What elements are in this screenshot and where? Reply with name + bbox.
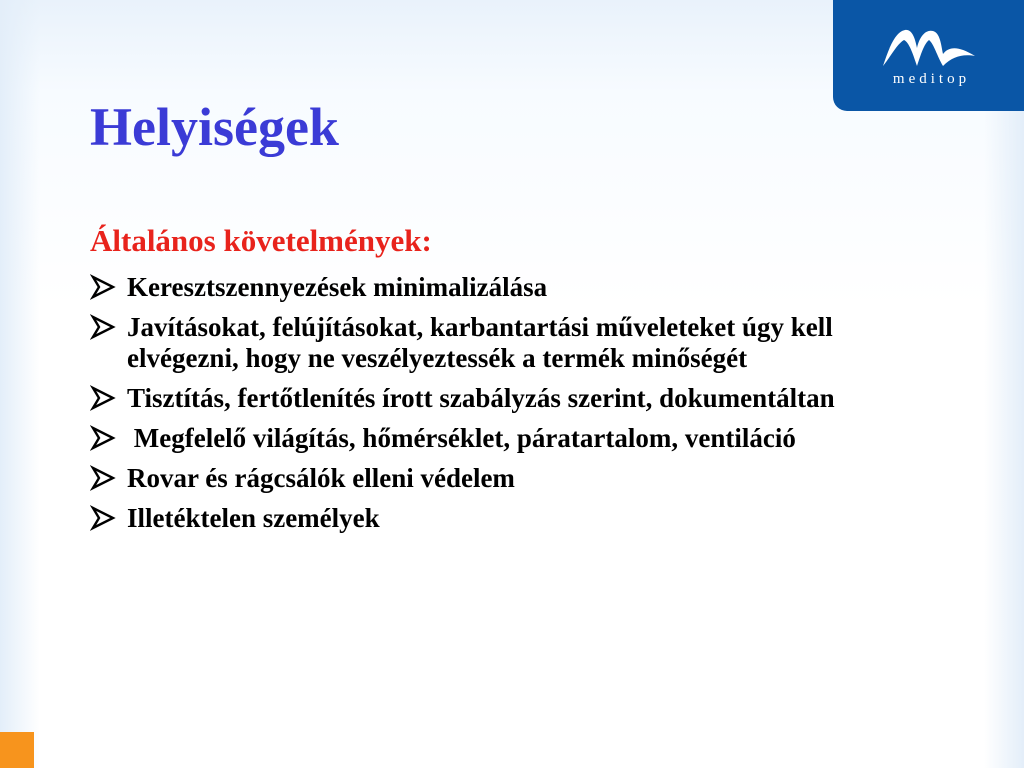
arrowhead-bullet-icon [90, 465, 116, 491]
arrowhead-bullet-icon [90, 314, 116, 340]
list-item-text: Illetéktelen személyek [127, 503, 380, 533]
meditop-logo-icon [879, 26, 979, 70]
meditop-logo [833, 0, 1024, 111]
arrowhead-bullet-icon [90, 274, 116, 300]
list-item [90, 272, 920, 303]
requirements-list [90, 272, 920, 543]
list-item-text: Megfelelő világítás, hőmérséklet, páratartalom, ventiláció [127, 423, 796, 453]
corner-accent [0, 732, 34, 768]
arrowhead-bullet-icon [90, 425, 116, 451]
list-item-text: Javításokat, felújításokat, karbantartási műveleteket úgy kell elvégezni, hogy ne veszélyeztessék a termék minőségét [127, 312, 833, 373]
list-item [90, 423, 920, 454]
list-item [90, 463, 920, 494]
slide-title: Helyiségek [90, 97, 339, 157]
arrowhead-bullet-icon [90, 385, 116, 411]
list-item-text: Tisztítás, fertőtlenítés írott szabályzás szerint, dokumentáltan [127, 383, 835, 413]
list-item-text: Rovar és rágcsálók elleni védelem [127, 463, 515, 493]
list-item-text: Keresztszennyezések minimalizálása [127, 272, 548, 302]
list-item [90, 383, 920, 414]
section-heading: Általános követelmények: [90, 223, 432, 258]
logo-text: meditop [892, 71, 971, 87]
arrowhead-bullet-icon [90, 505, 116, 531]
list-item [90, 312, 920, 374]
list-item [90, 503, 920, 534]
